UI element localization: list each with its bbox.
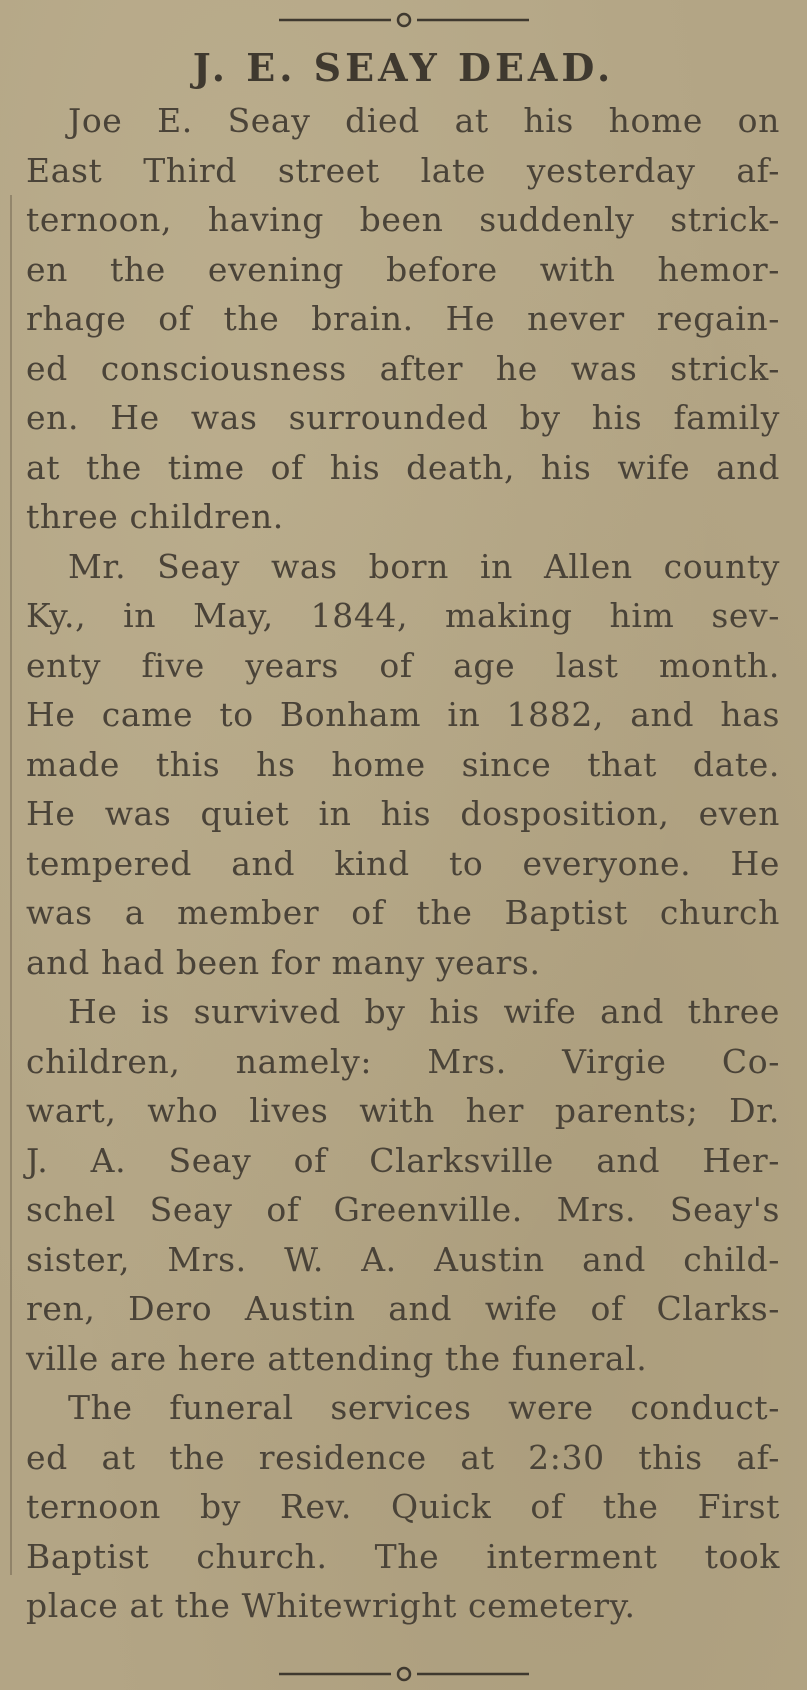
paragraph-survivors [26, 987, 780, 1383]
text-line: was a member of the Baptist church [26, 893, 780, 932]
headline: J. E. SEAY DEAD. [192, 45, 615, 90]
bottom-ornament-rule [0, 1664, 807, 1684]
text-line: ed at the residence at 2:30 this af- [26, 1437, 780, 1477]
text-line: Baptist church. The interment took [26, 1536, 780, 1576]
text-line: ren, Dero Austin and wife of Clarks- [26, 1289, 780, 1328]
text-line: enty five years of age last month. [26, 645, 780, 685]
text-line: He came to Bonham in 1882, and has [26, 695, 780, 734]
top-ornament-rule [0, 10, 807, 30]
text-line: He is survived by his wife and three [68, 992, 780, 1031]
text-line: Joe E. Seay died at his home on [68, 101, 780, 140]
paragraph-funeral [26, 1383, 780, 1631]
text-line: The funeral services were conduct- [68, 1388, 780, 1427]
text-line: three children. [26, 497, 284, 536]
text-line: J. A. Seay of Clarksville and Her- [26, 1140, 780, 1180]
text-line: ville are here attending the funeral. [26, 1338, 648, 1378]
text-line: made this hs home since that date. [26, 744, 780, 784]
text-line: ternoon by Rev. Quick of the First [26, 1487, 780, 1526]
text-line: at the time of his death, his wife and [26, 447, 780, 487]
text-line: tempered and kind to everyone. He [26, 843, 780, 883]
text-line: East Third street late yesterday af- [26, 150, 780, 190]
text-line: en. He was surrounded by his family [26, 398, 780, 437]
text-line: place at the Whitewright cemetery. [26, 1586, 636, 1625]
text-line: and had been for many years. [26, 942, 541, 982]
text-line: He was quiet in his dosposition, even [26, 794, 780, 833]
text-line: rhage of the brain. He never regain- [26, 299, 780, 338]
text-line: sister, Mrs. W. A. Austin and child- [26, 1239, 780, 1279]
text-line: children, namely: Mrs. Virgie Co- [26, 1041, 780, 1081]
text-line: Mr. Seay was born in Allen county [68, 546, 780, 586]
text-line: en the evening before with hemor- [26, 249, 780, 289]
text-line: Ky., in May, 1844, making him sev- [26, 596, 780, 635]
text-line: ed consciousness after he was strick- [26, 348, 780, 388]
text-line: schel Seay of Greenville. Mrs. Seay's [26, 1190, 780, 1229]
text-line: ternoon, having been suddenly strick- [26, 200, 780, 239]
paragraph-death [26, 96, 780, 542]
text-line: wart, who lives with her parents; Dr. [26, 1091, 780, 1130]
column-rule [10, 195, 12, 1575]
article-body [26, 96, 780, 1631]
paragraph-biography [26, 542, 780, 988]
